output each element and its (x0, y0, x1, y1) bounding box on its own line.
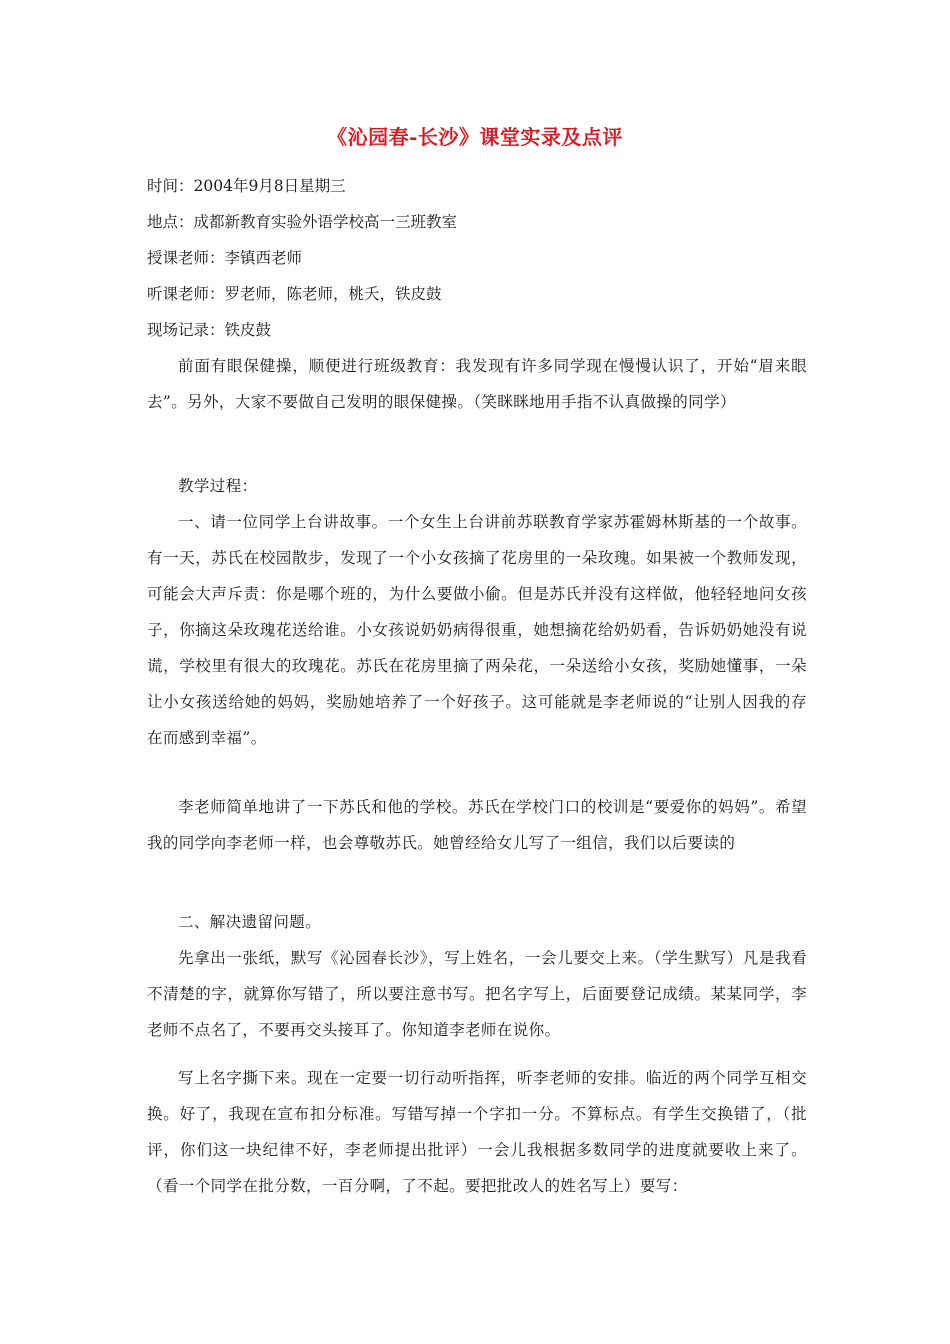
meta-observers: 听课老师：罗老师，陈老师，桃夭，铁皮鼓 (147, 285, 442, 303)
section-heading-two: 二、解决遗留问题。 (178, 913, 322, 931)
meta-place: 地点：成都新教育实验外语学校高一三班教室 (147, 213, 458, 231)
paragraph-sukhomlinsky: 李老师简单地讲了一下苏氏和他的学校。苏氏在学校门口的校训是“要爱你的妈妈”。希望我的同学向李老师一样，也会尊敬苏氏。她曾经给女儿写了一组信，我们以后要读的 (147, 798, 807, 852)
paragraph-grading: 写上名字撕下来。现在一定要一切行动听指挥，听李老师的安排。临近的两个同学互相交换。好了，我现在宣布扣分标准。写错写掉一个字扣一分。不算标点。有学生交换错了，（批评，你们这一块纪律不好，李老师提出批评）一会儿我根据多数同学的进度就要收上来了。（看一个同学在批分数，一百分啊，了不起。要把批改人的姓名写上）要写： (147, 1069, 807, 1195)
paragraph-dictation: 先拿出一张纸，默写《沁园春长沙》，写上姓名，一会儿要交上来。（学生默写）凡是我看不清楚的字，就算你写错了，所以要注意书写。把名字写上，后面要登记成绩。某某同学，李老师不点名了，不要再交头接耳了。你知道李老师在说你。 (147, 949, 807, 1039)
meta-teacher: 授课老师：李镇西老师 (147, 249, 303, 267)
paragraph-teaching-process: 教学过程： (178, 477, 258, 495)
paragraph-story: 一、请一位同学上台讲故事。一个女生上台讲前苏联教育学家苏霍姆林斯基的一个故事。有一天，苏氏在校园散步，发现了一个小女孩摘了花房里的一朵玫瑰。如果被一个教师发现，可能会大声斥责：你是哪个班的，为什么要做小偷。但是苏氏并没有这样做，他轻轻地问女孩子，你摘这朵玫瑰花送给谁。小女孩说奶奶病得很重，她想摘花给奶奶看，告诉奶奶她没有说谎，学校里有很大的玫瑰花。苏氏在花房里摘了两朵花，一朵送给小女孩，奖励她懂事，一朵让小女孩送给她的妈妈，奖励她培养了一个好孩子。这可能就是李老师说的“让别人因我的存在而感到幸福”。 (147, 513, 807, 747)
meta-recorder: 现场记录：铁皮鼓 (147, 321, 272, 339)
meta-time: 时间：2004年9月8日星期三 (147, 177, 346, 195)
paragraph-eye-exercise: 前面有眼保健操，顺便进行班级教育：我发现有许多同学现在慢慢认识了，开始“眉来眼去”。另外，大家不要做自己发明的眼保健操。（笑眯眯地用手指不认真做操的同学） (147, 357, 807, 411)
document-title: 《沁园春-长沙》课堂实录及点评 (327, 125, 623, 149)
